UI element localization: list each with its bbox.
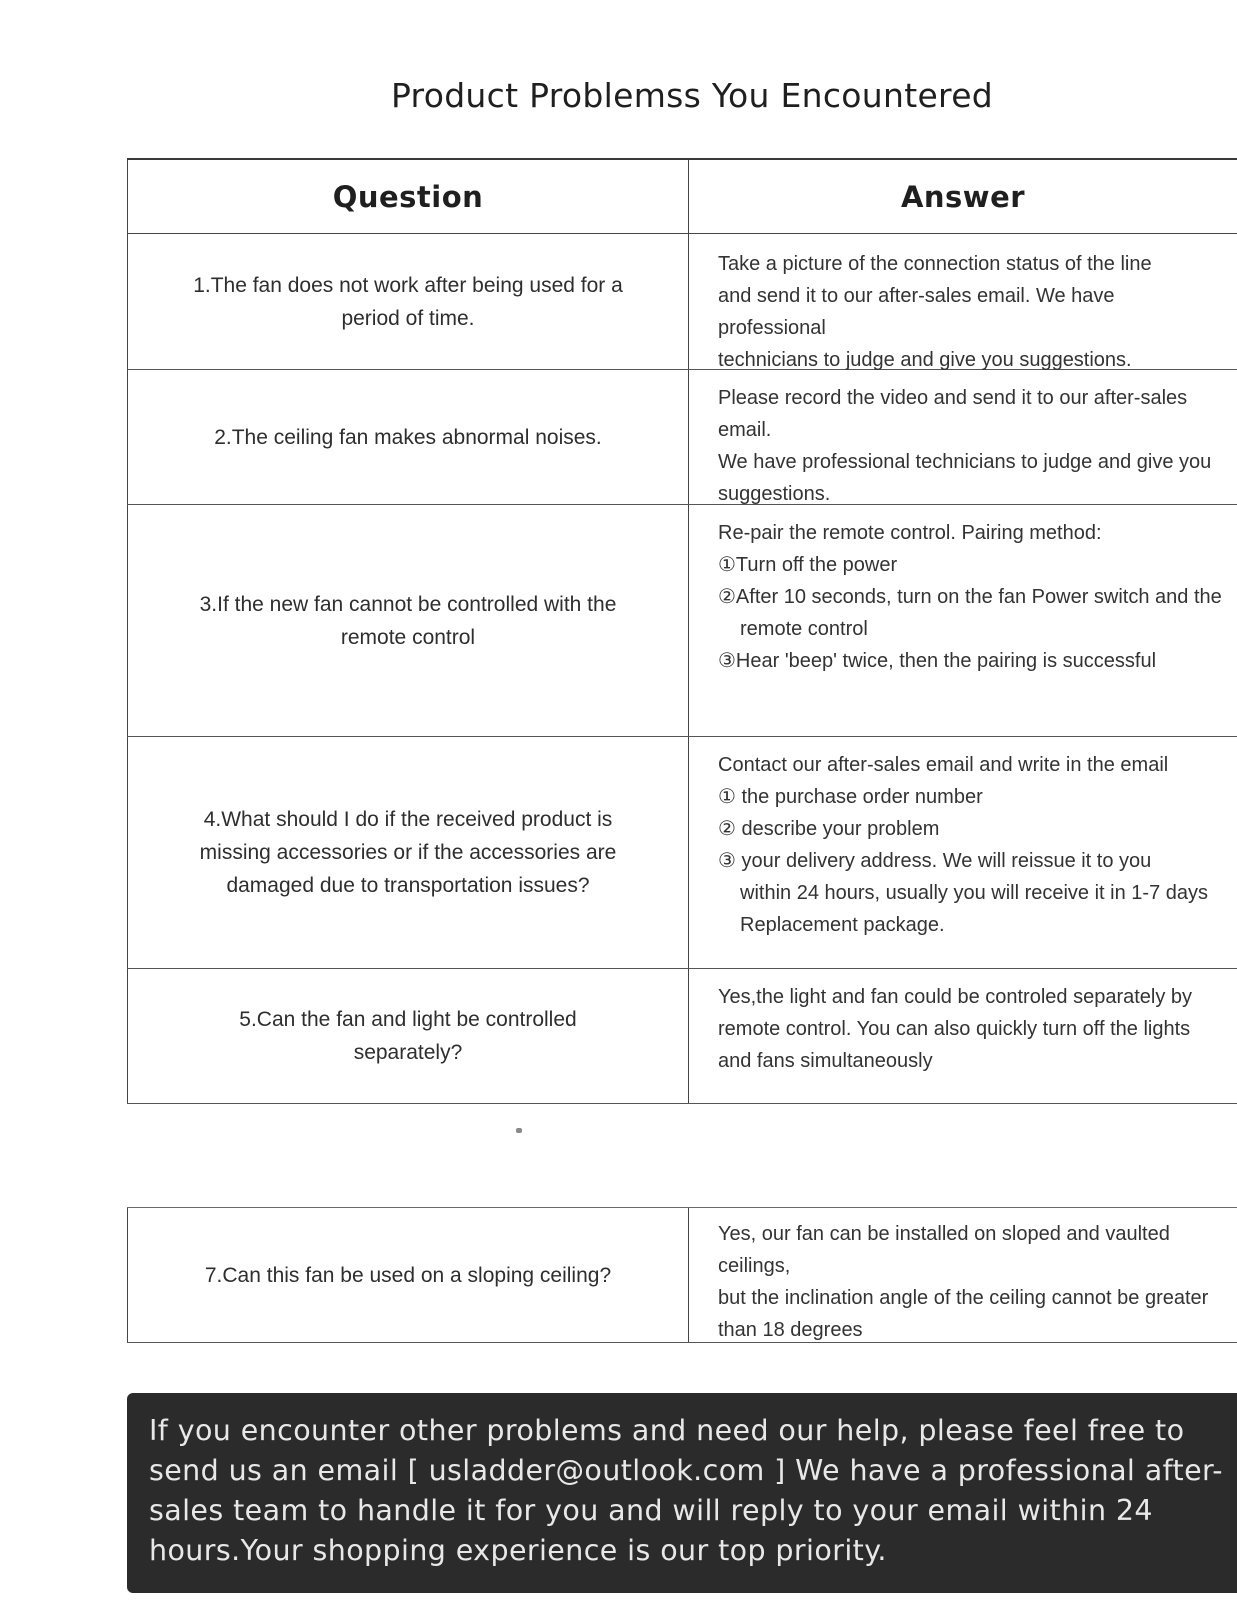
answer-line: Please record the video and send it to our after-sales email. bbox=[718, 387, 1188, 441]
question-text: 4.What should I do if the received product is missing accessories or if the accessories are damaged due to transportation issues? bbox=[199, 808, 617, 897]
answer-line: and send it to our after-sales email. We have professional bbox=[718, 285, 1115, 339]
table-row bbox=[127, 737, 1237, 969]
question-cell bbox=[127, 737, 689, 968]
answer-text bbox=[718, 737, 1208, 941]
question-header-label: Question bbox=[332, 179, 484, 214]
answer-line: ③ your delivery address. We will reissue it to you bbox=[718, 850, 1152, 872]
answer-line: ② describe your problem bbox=[718, 818, 940, 840]
table-row bbox=[127, 1208, 1237, 1343]
question-text: 1.The fan does not work after being used for a period of time. bbox=[193, 273, 623, 330]
answer-text bbox=[718, 969, 1192, 1077]
answer-line: ①Turn off the power bbox=[718, 554, 898, 576]
question-cell bbox=[127, 370, 689, 504]
answer-line: ① the purchase order number bbox=[718, 786, 983, 808]
question-cell bbox=[127, 969, 689, 1103]
table-row bbox=[127, 370, 1237, 505]
answer-line: Replacement package. bbox=[740, 914, 945, 936]
answer-line: ③Hear 'beep' twice, then the pairing is successful bbox=[718, 650, 1157, 672]
answer-line: within 24 hours, usually you will receive it in 1-7 days bbox=[740, 882, 1208, 904]
contact-notice-box bbox=[127, 1393, 1237, 1593]
answer-cell bbox=[689, 505, 1237, 736]
answer-line: ②After 10 seconds, turn on the fan Power switch and the bbox=[718, 586, 1222, 608]
answer-cell bbox=[689, 737, 1237, 968]
answer-line: Re-pair the remote control. Pairing method: bbox=[718, 522, 1102, 544]
answer-line: but the inclination angle of the ceiling cannot be greater bbox=[718, 1287, 1209, 1309]
answer-cell bbox=[689, 370, 1237, 504]
question-text: 5.Can the fan and light be controlled separately? bbox=[239, 1008, 577, 1064]
contact-notice-text: If you encounter other problems and need our help, please feel free to send us an email [ usladder@outlook.com ] We have a professional after-sales team to handle it for you and will reply to your email within 24 hours.Your shopping experience is our top priority. bbox=[149, 1414, 1223, 1567]
question-cell bbox=[127, 1208, 689, 1342]
answer-line: than 18 degrees bbox=[718, 1319, 863, 1341]
question-text: 3.If the new fan cannot be controlled with the remote control bbox=[199, 592, 617, 649]
scan-speck bbox=[516, 1128, 522, 1133]
answer-column-header bbox=[689, 160, 1237, 233]
question-column-header bbox=[127, 160, 689, 233]
answer-line: suggestions. bbox=[718, 483, 831, 505]
answer-text bbox=[718, 505, 1222, 677]
answer-text bbox=[718, 234, 1227, 376]
answer-line: We have professional technicians to judge and give you bbox=[718, 451, 1212, 473]
question-text: 2.The ceiling fan makes abnormal noises. bbox=[214, 425, 602, 449]
answer-line: Yes,the light and fan could be controled separately by bbox=[718, 986, 1193, 1008]
answer-line: technicians to judge and give you suggestions. bbox=[718, 349, 1132, 371]
answer-line: and fans simultaneously bbox=[718, 1050, 933, 1072]
table-row bbox=[127, 969, 1237, 1104]
question-cell bbox=[127, 234, 689, 369]
answer-line: Contact our after-sales email and write in the email bbox=[718, 754, 1169, 776]
table-row bbox=[127, 505, 1237, 737]
faq-table bbox=[127, 158, 1237, 1104]
answer-cell bbox=[689, 234, 1237, 369]
answer-line: remote control. You can also quickly turn off the lights bbox=[718, 1018, 1191, 1040]
page-title: Product Problemss You Encountered bbox=[390, 76, 994, 115]
answer-text bbox=[718, 370, 1227, 510]
question-text: 7.Can this fan be used on a sloping ceiling? bbox=[204, 1263, 612, 1287]
answer-header-label: Answer bbox=[900, 179, 1026, 214]
faq-table-continued bbox=[127, 1207, 1237, 1343]
answer-line: remote control bbox=[740, 618, 868, 640]
answer-cell bbox=[689, 1208, 1237, 1342]
answer-text bbox=[718, 1208, 1227, 1346]
answer-line: Take a picture of the connection status of the line bbox=[718, 253, 1152, 275]
answer-line: Yes, our fan can be installed on sloped and vaulted ceilings, bbox=[718, 1223, 1170, 1277]
answer-cell bbox=[689, 969, 1237, 1103]
table-row bbox=[127, 234, 1237, 370]
table-header-row bbox=[127, 160, 1237, 234]
question-cell bbox=[127, 505, 689, 736]
